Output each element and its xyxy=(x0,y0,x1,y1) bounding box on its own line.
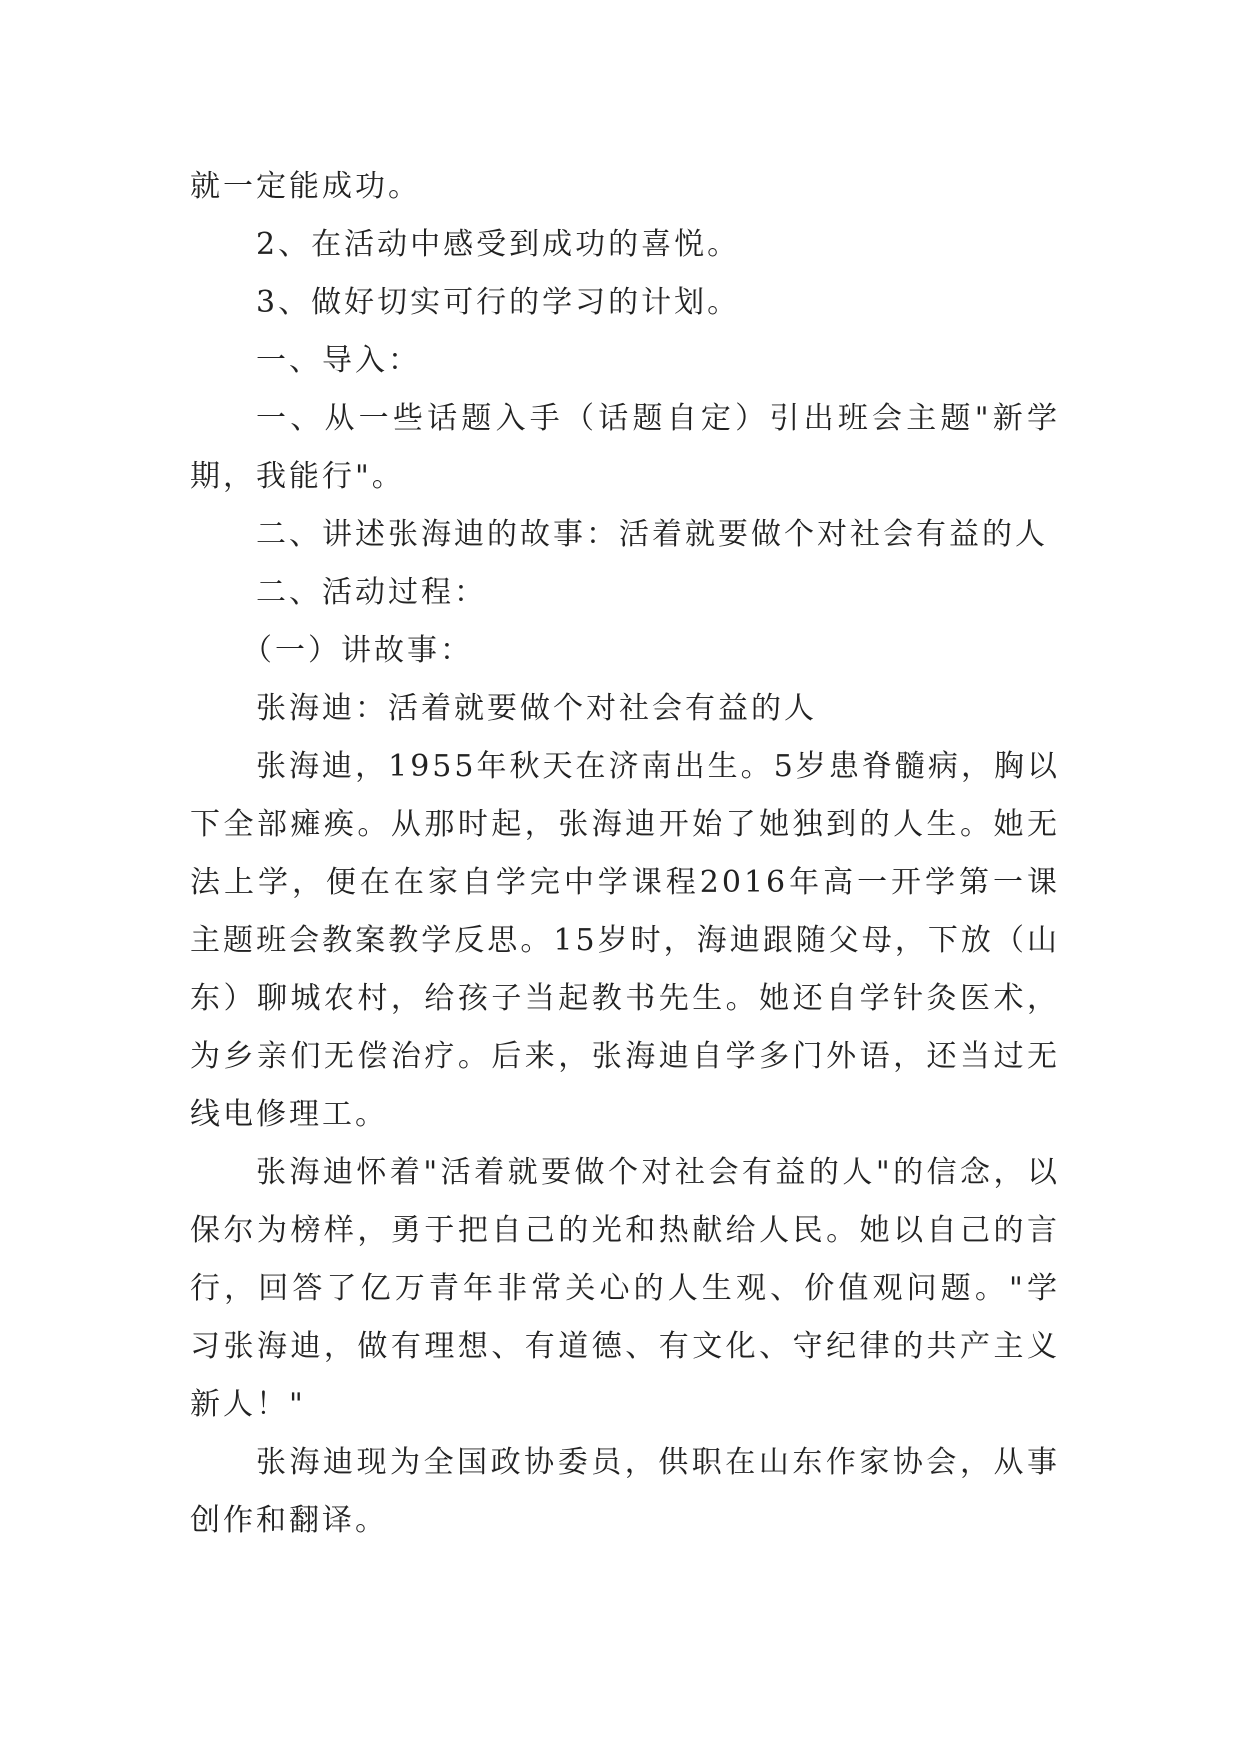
paragraph-goal-3: 3、做好切实可行的学习的计划。 xyxy=(256,285,741,320)
story-paragraph-2: 张海迪怀着"活着就要做个对社会有益的人"的信念，以保尔为榜样，勇于把自己的光和热献给人民。她以自己的言行，回答了亿万青年非常关心的人生观、价值观问题。"学习张海迪，做有理想、有道德、有文化、守纪律的共产主义新人！" xyxy=(190,1155,1060,1422)
story-title: 张海迪：活着就要做个对社会有益的人 xyxy=(256,691,817,726)
paragraph-intro-topic: 一、从一些话题入手（话题自定）引出班会主题"新学期，我能行"。 xyxy=(190,401,1060,494)
document-body xyxy=(190,158,1060,1550)
story-paragraph-3: 张海迪现为全国政协委员，供职在山东作家协会，从事创作和翻译。 xyxy=(190,1445,1060,1538)
paragraph-goal-2: 2、在活动中感受到成功的喜悦。 xyxy=(256,227,741,262)
paragraph-intro-story: 二、讲述张海迪的故事：活着就要做个对社会有益的人 xyxy=(256,517,1048,552)
section-heading-activity: 二、活动过程： xyxy=(256,575,487,610)
subsection-heading-story: （一）讲故事： xyxy=(242,633,473,668)
story-paragraph-1: 张海迪，1955年秋天在济南出生。5岁患脊髓病，胸以下全部瘫痪。从那时起，张海迪开始了她独到的人生。她无法上学，便在在家自学完中学课程2016年高一开学第一课主题班会教案教学反思。15岁时，海迪跟随父母，下放（山东）聊城农村，给孩子当起教书先生。她还自学针灸医术，为乡亲们无偿治疗。后来，张海迪自学多门外语，还当过无线电修理工。 xyxy=(190,749,1060,1132)
paragraph-continuation: 就一定能成功。 xyxy=(190,169,421,204)
section-heading-intro: 一、导入： xyxy=(256,343,421,378)
